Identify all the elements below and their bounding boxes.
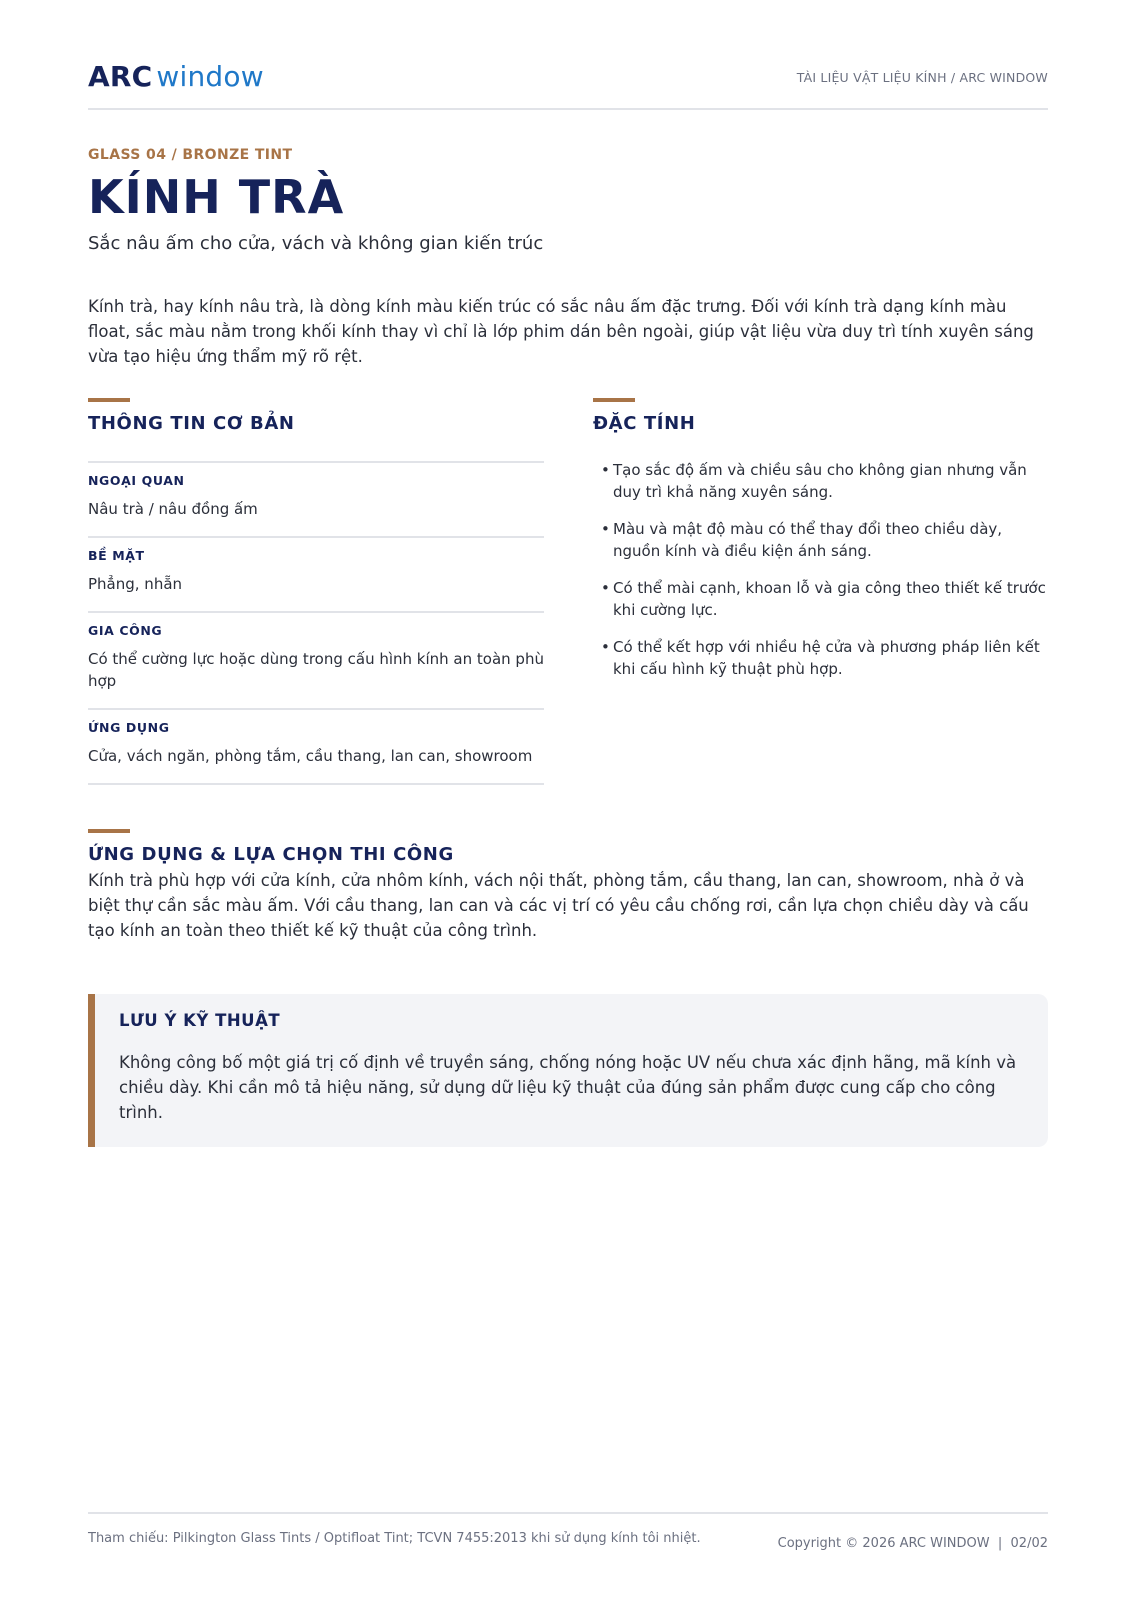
section-accent-bar [88, 398, 130, 402]
spec-key: NGOẠI QUAN [88, 473, 185, 488]
list-item-text: Có thể kết hợp với nhiều hệ cửa và phương pháp liên kết khi cấu hình kỹ thuật phù hợp. [613, 638, 1040, 678]
bullet-icon: • [601, 461, 610, 479]
list-item-text: Màu và mật độ màu có thể thay đổi theo chiều dày, nguồn kính và điều kiện ánh sáng. [613, 520, 1003, 560]
document-page [88, 0, 1048, 1600]
product-code: GLASS 04 / BRONZE TINT [88, 147, 293, 163]
spec-row [88, 708, 544, 785]
note-body: Không công bố một giá trị cố định về truyền sáng, chống nóng hoặc UV nếu chưa xác định hãng, mã kính và chiều dày. Khi cần mô tả hiệu năng, sử dụng dữ liệu kỹ thuật của đúng sản phẩm được cung cấp cho công trình. [119, 1053, 1017, 1122]
logo-primary: ARC [88, 60, 153, 93]
spec-value: Cửa, vách ngăn, phòng tắm, cầu thang, lan can, showroom [88, 747, 533, 765]
spec-key: ỨNG DỤNG [88, 720, 170, 735]
spec-table [88, 461, 544, 785]
list-item-text: Tạo sắc độ ấm và chiều sâu cho không gian nhưng vẫn duy trì khả năng xuyên sáng. [613, 461, 1027, 501]
page-subtitle: Sắc nâu ấm cho cửa, vách và không gian kiến trúc [88, 233, 544, 254]
application-paragraph: Kính trà phù hợp với cửa kính, cửa nhôm kính, vách nội thất, phòng tắm, cầu thang, lan can, showroom, nhà ở và biệt thự cần sắc màu ấm. Với cầu thang, lan can và các vị trí có yêu cầu chống rơi, cần lựa chọn chiều dày và cấu tạo kính an toàn theo thiết kế kỹ thuật của công trình. [88, 871, 1029, 940]
spec-value: Phẳng, nhẵn [88, 575, 183, 593]
bullet-icon: • [601, 638, 610, 656]
spec-key: BỀ MẶT [88, 548, 145, 563]
bullet-icon: • [601, 520, 610, 538]
spec-row [88, 461, 544, 536]
spec-value: Nâu trà / nâu đồng ấm [88, 500, 258, 518]
properties-heading: ĐẶC TÍNH [593, 413, 696, 434]
intro-paragraph: Kính trà, hay kính nâu trà, là dòng kính màu kiến trúc có sắc nâu ấm đặc trưng. Đối với kính trà dạng kính màu float, sắc màu nằm trong khối kính thay vì chỉ là lớp phim dán bên ngoài, giúp vật liệu vừa duy trì tính xuyên sáng vừa tạo hiệu ứng thẩm mỹ rõ rệt. [88, 297, 1034, 366]
technical-note-box [88, 994, 1048, 1147]
list-item [593, 518, 1048, 562]
section-accent-bar [88, 829, 130, 833]
logo-secondary: window [156, 60, 264, 93]
spec-row [88, 536, 544, 611]
page-footer [88, 1512, 1048, 1551]
list-item [593, 636, 1048, 680]
spec-key: GIA CÔNG [88, 623, 163, 638]
copyright-text: Copyright © 2026 ARC WINDOW | 02/02 [777, 1536, 1048, 1551]
note-title: LƯU Ý KỸ THUẬT [119, 1011, 281, 1030]
basic-info-heading: THÔNG TIN CƠ BẢN [88, 413, 295, 434]
document-label: TÀI LIỆU VẬT LIỆU KÍNH / ARC WINDOW [796, 70, 1048, 85]
application-heading: ỨNG DỤNG & LỰA CHỌN THI CÔNG [88, 844, 454, 865]
spec-value: Có thể cường lực hoặc dùng trong cấu hình kính an toàn phù hợp [88, 650, 544, 690]
list-item [593, 577, 1048, 621]
page-header [88, 58, 1048, 110]
section-accent-bar [593, 398, 635, 402]
reference-text: Tham chiếu: Pilkington Glass Tints / Optifloat Tint; TCVN 7455:2013 khi sử dụng kính tôi nhiệt. [88, 1531, 701, 1546]
properties-list [593, 459, 1048, 695]
bullet-icon: • [601, 579, 610, 597]
page-title: KÍNH TRÀ [88, 170, 345, 224]
list-item [593, 459, 1048, 503]
list-item-text: Có thể mài cạnh, khoan lỗ và gia công theo thiết kế trước khi cường lực. [613, 579, 1046, 619]
brand-logo[interactable] [88, 60, 264, 93]
spec-row [88, 611, 544, 708]
